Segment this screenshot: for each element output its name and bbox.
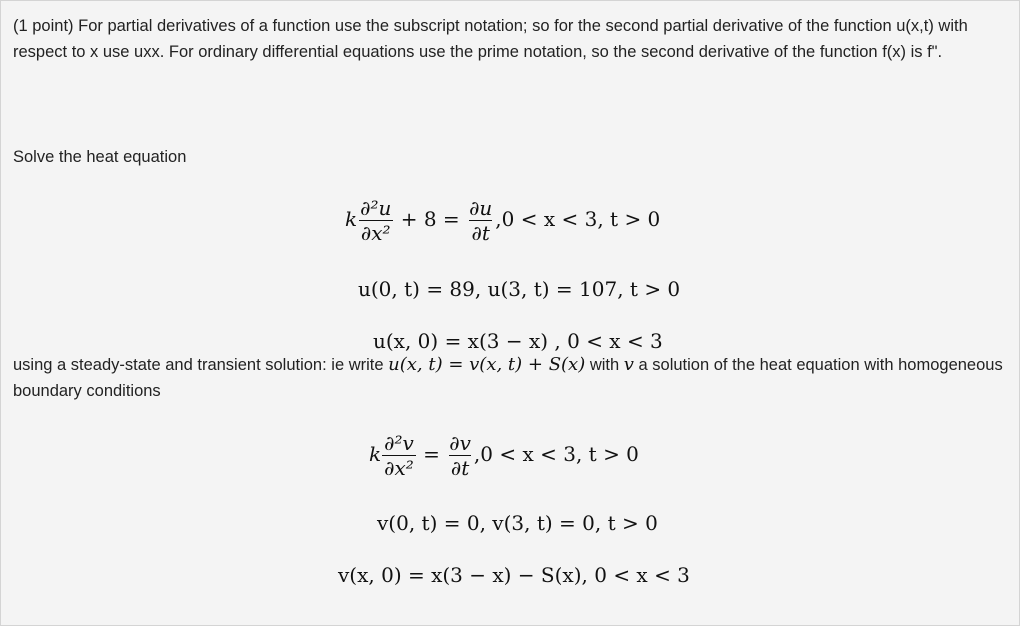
pde-v-equals: =	[423, 442, 440, 466]
decomposition-formula: u(x, t) = v(x, t) + S(x)	[388, 354, 586, 375]
pde-rhs-numerator: ∂u	[469, 196, 493, 220]
instructions-text-1: using a steady-state and transient solution: ie write	[13, 356, 384, 374]
pde-constant: + 8 =	[400, 207, 460, 231]
pde-v-lhs-fraction	[382, 432, 416, 479]
pde-v-rhs-denominator: ∂t	[450, 456, 470, 480]
pde-lhs-denominator: ∂x²	[360, 221, 391, 245]
pde-v-coefficient: k	[369, 442, 382, 466]
homogeneous-heat-equation	[369, 432, 639, 479]
v-symbol: v	[623, 354, 634, 375]
pde-domain: ,0 < x < 3, t > 0	[495, 207, 661, 231]
instructions-text-3: a solution of the heat equation with homogeneous boundary conditions	[13, 356, 1003, 400]
problem-lead: Solve the heat equation	[13, 148, 187, 166]
pde-coefficient: k	[345, 207, 358, 231]
steady-state-instructions	[13, 352, 1013, 404]
homogeneous-initial-condition: v(x, 0) = x(3 − x) − S(x), 0 < x < 3	[338, 563, 690, 587]
pde-v-domain: ,0 < x < 3, t > 0	[473, 442, 639, 466]
homogeneous-boundary-conditions: v(0, t) = 0, v(3, t) = 0, t > 0	[377, 511, 658, 535]
pde-v-rhs-numerator: ∂v	[449, 431, 471, 455]
heat-equation	[345, 197, 660, 244]
initial-condition: u(x, 0) = x(3 − x) , 0 < x < 3	[373, 329, 663, 353]
pde-rhs-fraction	[467, 197, 494, 244]
problem-intro: (1 point) For partial derivatives of a function use the subscript notation; so for the second partial derivative of the function u(x,t) with respect to x use uxx. For ordinary differential equations use the prime notation, so the second derivative of the function f(x) is f".	[13, 17, 968, 61]
instructions-text-2: with	[589, 356, 620, 374]
pde-rhs-denominator: ∂t	[471, 221, 490, 245]
pde-lhs-numerator: ∂²u	[360, 196, 392, 220]
pde-v-rhs-fraction	[447, 432, 473, 479]
boundary-conditions: u(0, t) = 89, u(3, t) = 107, t > 0	[358, 277, 681, 301]
pde-v-lhs-denominator: ∂x²	[384, 456, 414, 480]
pde-v-lhs-numerator: ∂²v	[384, 431, 414, 455]
pde-lhs-fraction	[358, 197, 393, 244]
